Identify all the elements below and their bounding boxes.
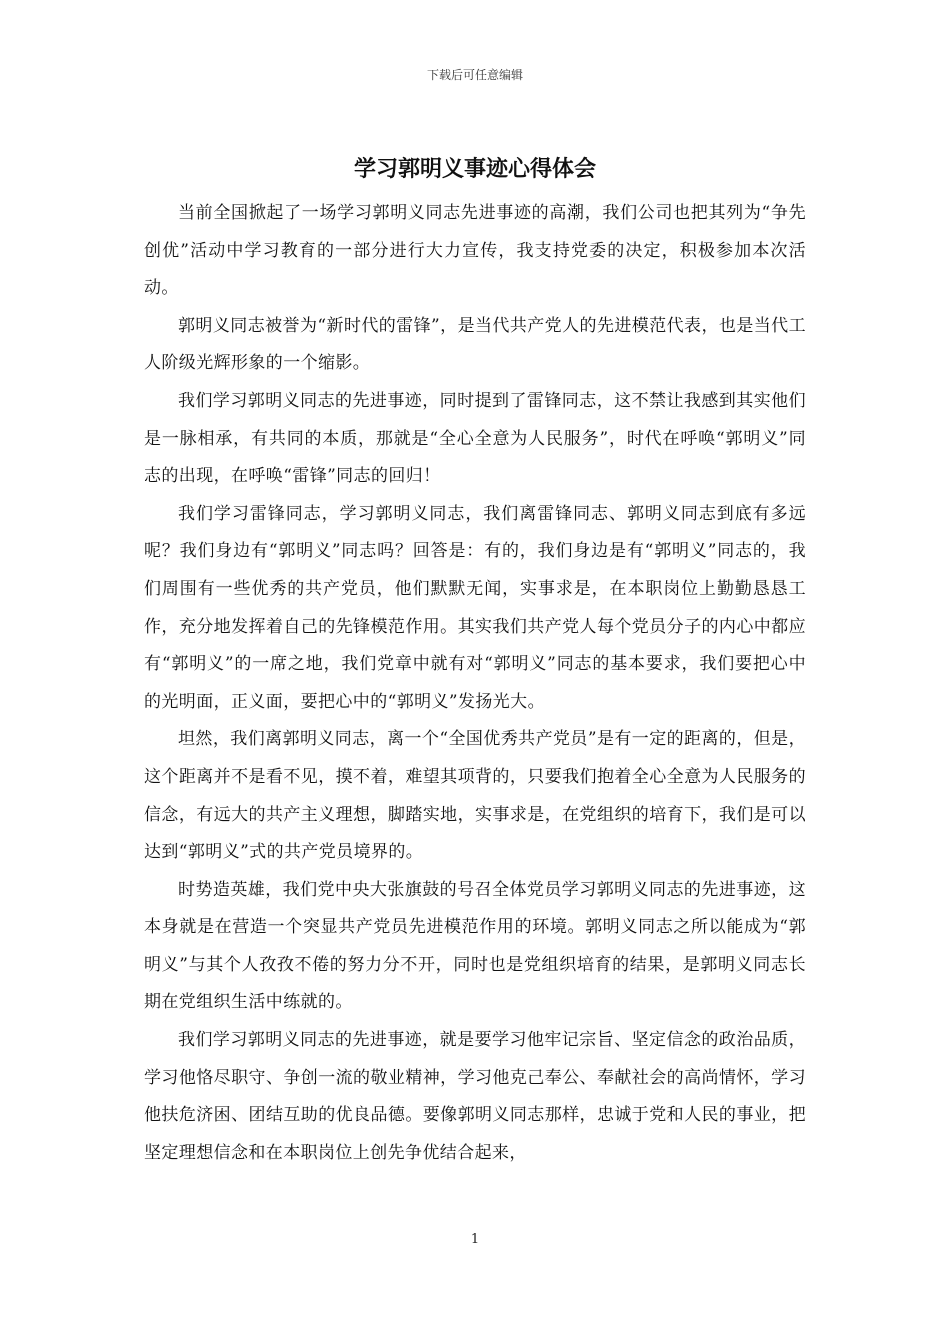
paragraph: 我们学习郭明义同志的先进事迹，同时提到了雷锋同志，这不禁让我感到其实他们是一脉相承，有共同的本质，那就是“全心全意为人民服务”，时代在呼唤“郭明义”同志的出现，在呼唤“雷锋”同志的回归！ xyxy=(144,390,806,487)
paragraph: 当前全国掀起了一场学习郭明义同志先进事迹的高潮，我们公司也把其列为“争先创优”活动中学习教育的一部分进行大力宣传，我支持党委的决定，积极参加本次活动。 xyxy=(144,203,806,299)
paragraph: 时势造英雄，我们党中央大张旗鼓的号召全体党员学习郭明义同志的先进事迹，这本身就是在营造一个突显共产党员先进模范作用的环境。郭明义同志之所以能成为“郭明义”与其个人孜孜不倦的努力分不开，同时也是党组织培育的结果，是郭明义同志长期在党组织生活中练就的。 xyxy=(144,879,806,1013)
document-title: 学习郭明义事迹心得体会 xyxy=(353,156,596,182)
paragraph: 我们学习雷锋同志，学习郭明义同志，我们离雷锋同志、郭明义同志到底有多远呢？我们身边有“郭明义”同志吗？回答是：有的，我们身边是有“郭明义”同志的，我们周围有一些优秀的共产党员，他们默默无闻，实事求是，在本职岗位上勤勤恳恳工作，充分地发挥着自己的先锋模范作用。其实我们共产党人每个党员分子的内心中都应有“郭明义”的一席之地，我们党章中就有对“郭明义”同志的基本要求，我们要把心中的光明面，正义面，要把心中的“郭明义”发扬光大。 xyxy=(144,503,806,712)
page-number: 1 xyxy=(470,1232,480,1247)
paragraph: 我们学习郭明义同志的先进事迹，就是要学习他牢记宗旨、坚定信念的政治品质，学习他恪尽职守、争创一流的敬业精神，学习他克己奉公、奉献社会的高尚情怀，学习他扶危济困、团结互助的优良品德。要像郭明义同志那样，忠诚于党和人民的事业，把坚定理想信念和在本职岗位上创先争优结合起来， xyxy=(144,1030,806,1163)
document-body xyxy=(144,195,806,1172)
paragraph: 郭明义同志被誉为“新时代的雷锋”，是当代共产党人的先进模范代表，也是当代工人阶级光辉形象的一个缩影。 xyxy=(144,315,806,374)
paragraph: 坦然，我们离郭明义同志，离一个“全国优秀共产党员”是有一定的距离的，但是，这个距离并不是看不见，摸不着，难望其项背的，只要我们抱着全心全意为人民服务的信念，有远大的共产主义理想，脚踏实地，实事求是，在党组织的培育下，我们是可以达到“郭明义”式的共产党员境界的。 xyxy=(144,729,806,863)
header-note: 下载后可任意编辑 xyxy=(426,68,523,82)
